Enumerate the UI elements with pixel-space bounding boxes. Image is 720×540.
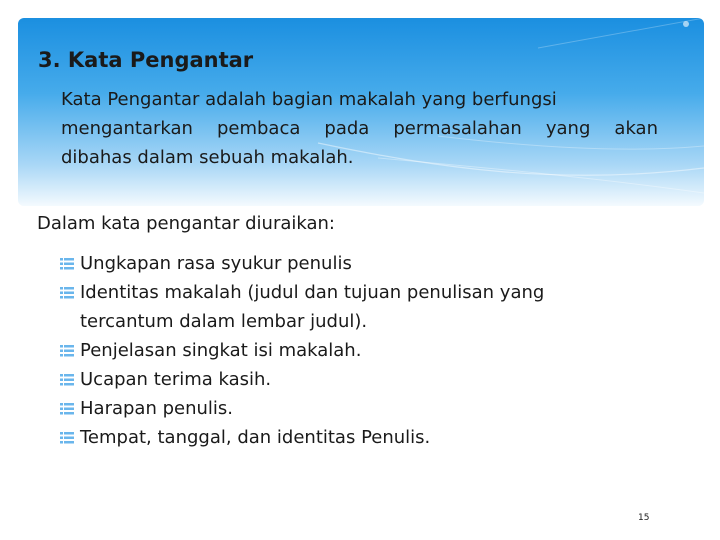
list-item-text bbox=[80, 249, 620, 278]
list-item bbox=[60, 278, 620, 336]
list-item-line: Ungkapan rasa syukur penulis bbox=[80, 253, 352, 274]
list-item-line: Ucapan terima kasih. bbox=[80, 369, 272, 390]
definition-paragraph bbox=[61, 85, 658, 172]
definition-line: mengantarkan pembaca pada permasalahan yang akan bbox=[61, 118, 658, 139]
list-item-text bbox=[80, 336, 620, 365]
page-number: 15 bbox=[638, 513, 650, 523]
list-item-text bbox=[80, 278, 620, 336]
triple-bar-icon bbox=[60, 287, 74, 299]
list-item bbox=[60, 365, 620, 394]
list-item-line: Tempat, tanggal, dan identitas Penulis. bbox=[80, 427, 431, 448]
triple-bar-icon bbox=[60, 432, 74, 444]
bullet-list bbox=[60, 249, 620, 452]
list-intro: Dalam kata pengantar diuraikan: bbox=[37, 213, 335, 234]
list-item bbox=[60, 249, 620, 278]
triple-bar-icon bbox=[60, 258, 74, 270]
list-item-text bbox=[80, 365, 620, 394]
list-item-text bbox=[80, 394, 620, 423]
list-item-text bbox=[80, 423, 620, 452]
list-item-line: tercantum dalam lembar judul). bbox=[80, 311, 368, 332]
definition-line: Kata Pengantar adalah bagian makalah yang berfungsi bbox=[61, 89, 557, 110]
list-item bbox=[60, 336, 620, 365]
triple-bar-icon bbox=[60, 374, 74, 386]
list-item bbox=[60, 423, 620, 452]
slide-title: 3. Kata Pengantar bbox=[38, 48, 254, 72]
list-item-line: Penjelasan singkat isi makalah. bbox=[80, 340, 362, 361]
list-item bbox=[60, 394, 620, 423]
definition-line: dibahas dalam sebuah makalah. bbox=[61, 147, 354, 168]
triple-bar-icon bbox=[60, 403, 74, 415]
triple-bar-icon bbox=[60, 345, 74, 357]
list-item-line: Identitas makalah (judul dan tujuan penulisan yang bbox=[80, 282, 545, 303]
list-item-line: Harapan penulis. bbox=[80, 398, 233, 419]
